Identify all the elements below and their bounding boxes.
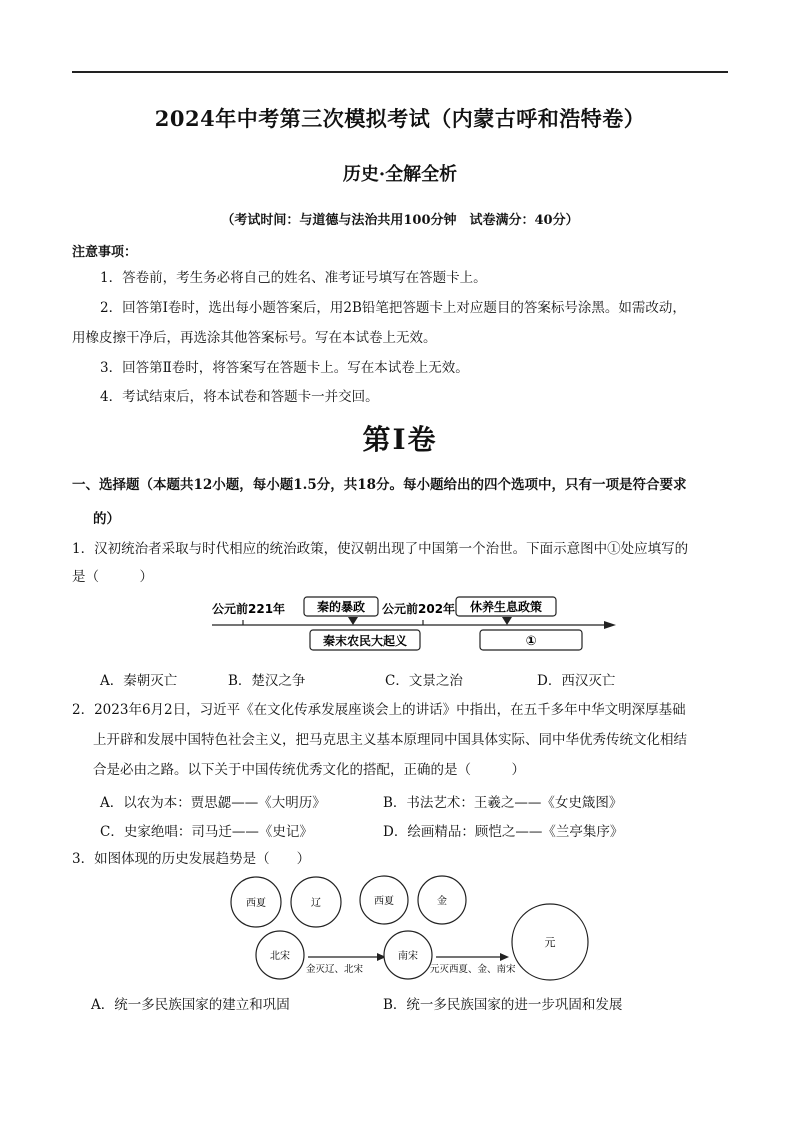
- box-rest-text: 休养生息政策: [469, 600, 543, 614]
- circle-nansong-label: 南宋: [398, 951, 418, 962]
- circle-xixia-1-label: 西夏: [246, 898, 266, 909]
- q1-option-c: C．文景之治: [385, 673, 463, 689]
- q2-option-b: B．书法艺术：王羲之——《女史箴图》: [383, 795, 623, 811]
- circle-yuan-label: 元: [544, 936, 556, 949]
- label-202: 公元前202年: [382, 602, 456, 616]
- exam-info: （考试时间：与道德与法治共用100分钟 试卷满分：40分）: [221, 213, 579, 228]
- top-rule: [72, 71, 728, 73]
- page-subtitle: 历史·全解全析: [342, 164, 458, 185]
- box-qin-text: 秦的暴政: [316, 600, 366, 614]
- section-heading: 一、选择题（本题共12小题，每小题1.5分，共18分。每小题给出的四个选项中，只有一项是符合要求: [72, 477, 687, 493]
- q2-option-c: C．史家绝唱：司马迁——《史记》: [100, 824, 313, 840]
- note-item-1: 1．答卷前，考生务必将自己的姓名、准考证号填写在答题卡上。: [100, 270, 487, 286]
- marker-qin: [348, 617, 358, 625]
- q1-stem-cont: 是（ ）: [72, 569, 153, 585]
- q1-option-b: B．楚汉之争: [228, 673, 306, 689]
- page-title: 2024年中考第三次模拟考试（内蒙古呼和浩特卷）: [154, 106, 646, 131]
- q3-stem: 3．如图体现的历史发展趋势是（ ）: [72, 851, 311, 867]
- q3-option-b: B．统一多民族国家的进一步巩固和发展: [383, 997, 623, 1013]
- circle-xixia-2-label: 西夏: [374, 896, 394, 907]
- circle-beisong-label: 北宋: [270, 951, 290, 962]
- q2-stem-cont1: 上开辟和发展中国特色社会主义，把马克思主义基本原理同中国具体实际、同中华优秀传统文化相结: [93, 732, 687, 748]
- volume-title: 第Ⅰ卷: [362, 423, 438, 456]
- label-221: 公元前221年: [212, 602, 286, 616]
- q3-regime-diagram: [220, 870, 600, 985]
- box-blank-text: ①: [525, 634, 537, 649]
- q1-timeline-diagram: [200, 592, 630, 658]
- note-item-2: 2．回答第Ⅰ卷时，选出每小题答案后，用2B铅笔把答题卡上对应题目的答案标号涂黑。如需改动，: [100, 300, 686, 316]
- notes-heading: 注意事项：: [72, 245, 138, 260]
- section-heading-cont: 的）: [93, 511, 120, 527]
- q2-stem-cont2: 合是必由之路。以下关于中国传统优秀文化的搭配，正确的是（ ）: [93, 762, 525, 778]
- note-item-2-cont: 用橡皮擦干净后，再选涂其他答案标号。写在本试卷上无效。: [72, 330, 437, 346]
- q1-option-d: D．西汉灭亡: [537, 673, 616, 689]
- circle-liao-label: 辽: [311, 898, 321, 909]
- arrow-2-label: 元灭西夏、金、南宋: [430, 964, 516, 975]
- marker-rest: [502, 617, 512, 625]
- q2-stem: 2．2023年6月2日，习近平《在文化传承发展座谈会上的讲话》中指出，在五千多年中华文明深厚基础: [72, 702, 686, 718]
- note-item-4: 4．考试结束后，将本试卷和答题卡一并交回。: [100, 389, 379, 405]
- q3-option-a: A．统一多民族国家的建立和巩固: [91, 997, 290, 1013]
- q2-option-a: A．以农为本：贾思勰——《大明历》: [100, 795, 326, 811]
- timeline-arrowhead: [604, 621, 616, 629]
- note-item-3: 3．回答第Ⅱ卷时，将答案写在答题卡上。写在本试卷上无效。: [100, 360, 469, 376]
- box-uprising-text: 秦末农民大起义: [322, 634, 408, 648]
- q1-stem: 1．汉初统治者采取与时代相应的统治政策，使汉朝出现了中国第一个治世。下面示意图中①处应填写的: [72, 541, 689, 557]
- arrow-1-label: 金灭辽、北宋: [306, 964, 364, 975]
- circle-jin-label: 金: [437, 896, 447, 907]
- q1-option-a: A．秦朝灭亡: [100, 673, 178, 689]
- arrow-2-head: [500, 953, 509, 961]
- q2-option-d: D．绘画精品：顾恺之——《兰亭集序》: [383, 824, 624, 840]
